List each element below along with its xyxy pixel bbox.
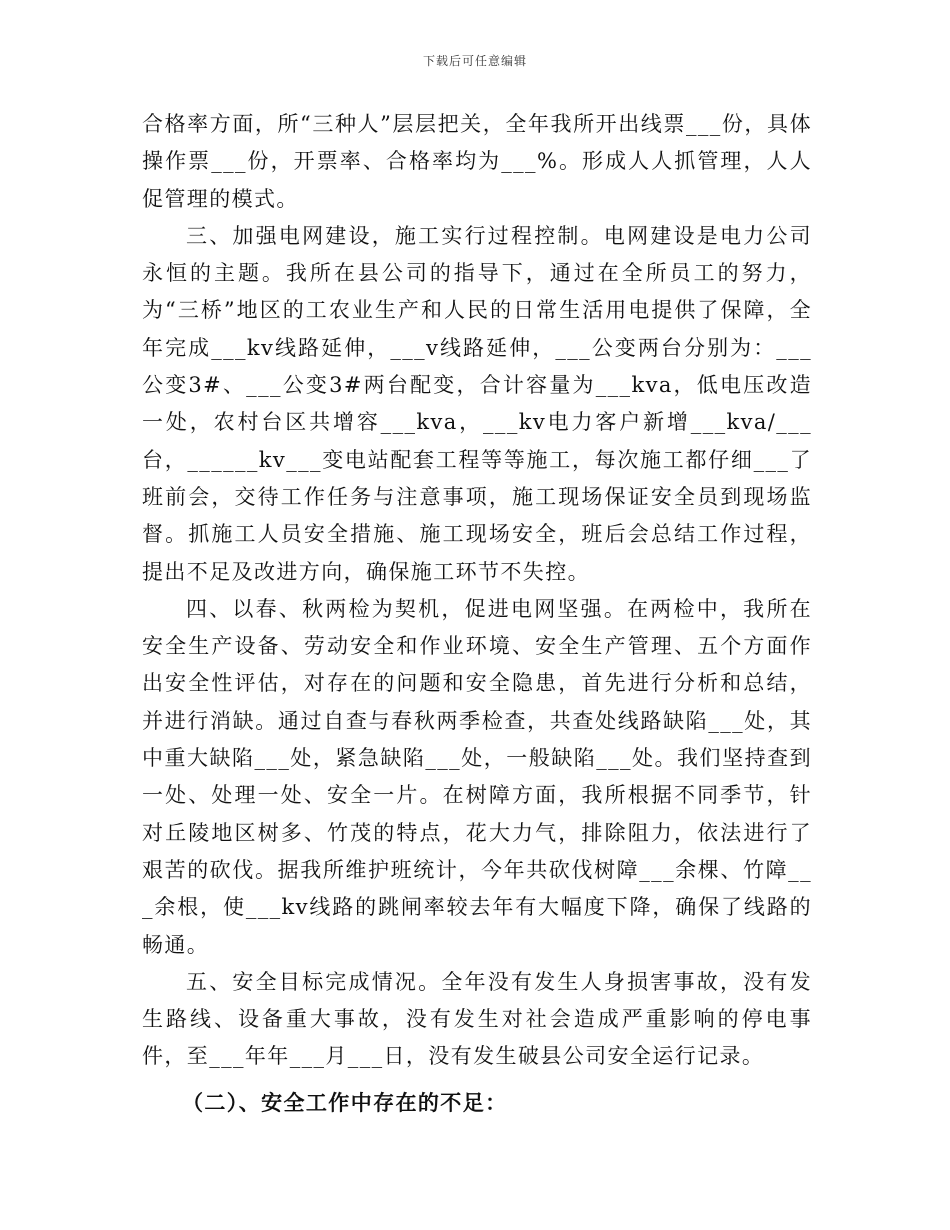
section-heading-shortcomings: （二）、安全工作中存在的不足：: [182, 1089, 508, 1115]
paragraph-safety-targets: 五、安全目标完成情况。全年没有发生人身损害事故，没有发生路线、设备重大事故，没有发生对社会造成严重影响的停电事件，至___年年___月___日，没有发生破县公司安全运行记录。: [142, 969, 812, 1069]
document-body: [142, 106, 812, 1121]
paragraph-pass-rate: 合格率方面，所“三种人”层层把关，全年我所开出线票___份，具体操作票___份，开票率、合格率均为___%。形成人人抓管理，人人促管理的模式。: [142, 112, 812, 211]
page-header: 下载后可任意编辑: [422, 54, 527, 68]
paragraph-seasonal-inspection: 四、以春、秋两检为契机，促进电网坚强。在两检中，我所在安全生产设备、劳动安全和作业环境、安全生产管理、五个方面作出安全性评估，对存在的问题和安全隐患，首先进行分析和总结，并进行消缺。通过自查与春秋两季检查，共查处线路缺陷___处，其中重大缺陷___处，紧急缺陷___处，一般缺陷___处。我们坚持查到一处、处理一处、安全一片。在树障方面，我所根据不同季节，针对丘陵地区树多、竹茂的特点，花大力气，排除阻力，依法进行了艰苦的砍伐。据我所维护班统计，今年共砍伐树障___余棵、竹障___余根，使___kv线路的跳闸率较去年有大幅度下降，确保了线路的畅通。: [142, 596, 812, 957]
paragraph-grid-construction: 三、加强电网建设，施工实行过程控制。电网建设是电力公司永恒的主题。我所在县公司的指导下，通过在全所员工的努力，为“三桥”地区的工农业生产和人民的日常生活用电提供了保障，全年完成___kv线路延伸，___v线路延伸，___公变两台分别为：___公变3#、___公变3#两台配变，合计容量为___kva，低电压改造一处，农村台区共增容___kva，___kv电力客户新增___kva/___台，______kv___变电站配套工程等等施工，每次施工都仔细___了班前会，交待工作任务与注意事项，施工现场保证安全员到现场监督。抓施工人员安全措施、施工现场安全，班后会总结工作过程，提出不足及改进方向，确保施工环节不失控。: [142, 223, 812, 584]
